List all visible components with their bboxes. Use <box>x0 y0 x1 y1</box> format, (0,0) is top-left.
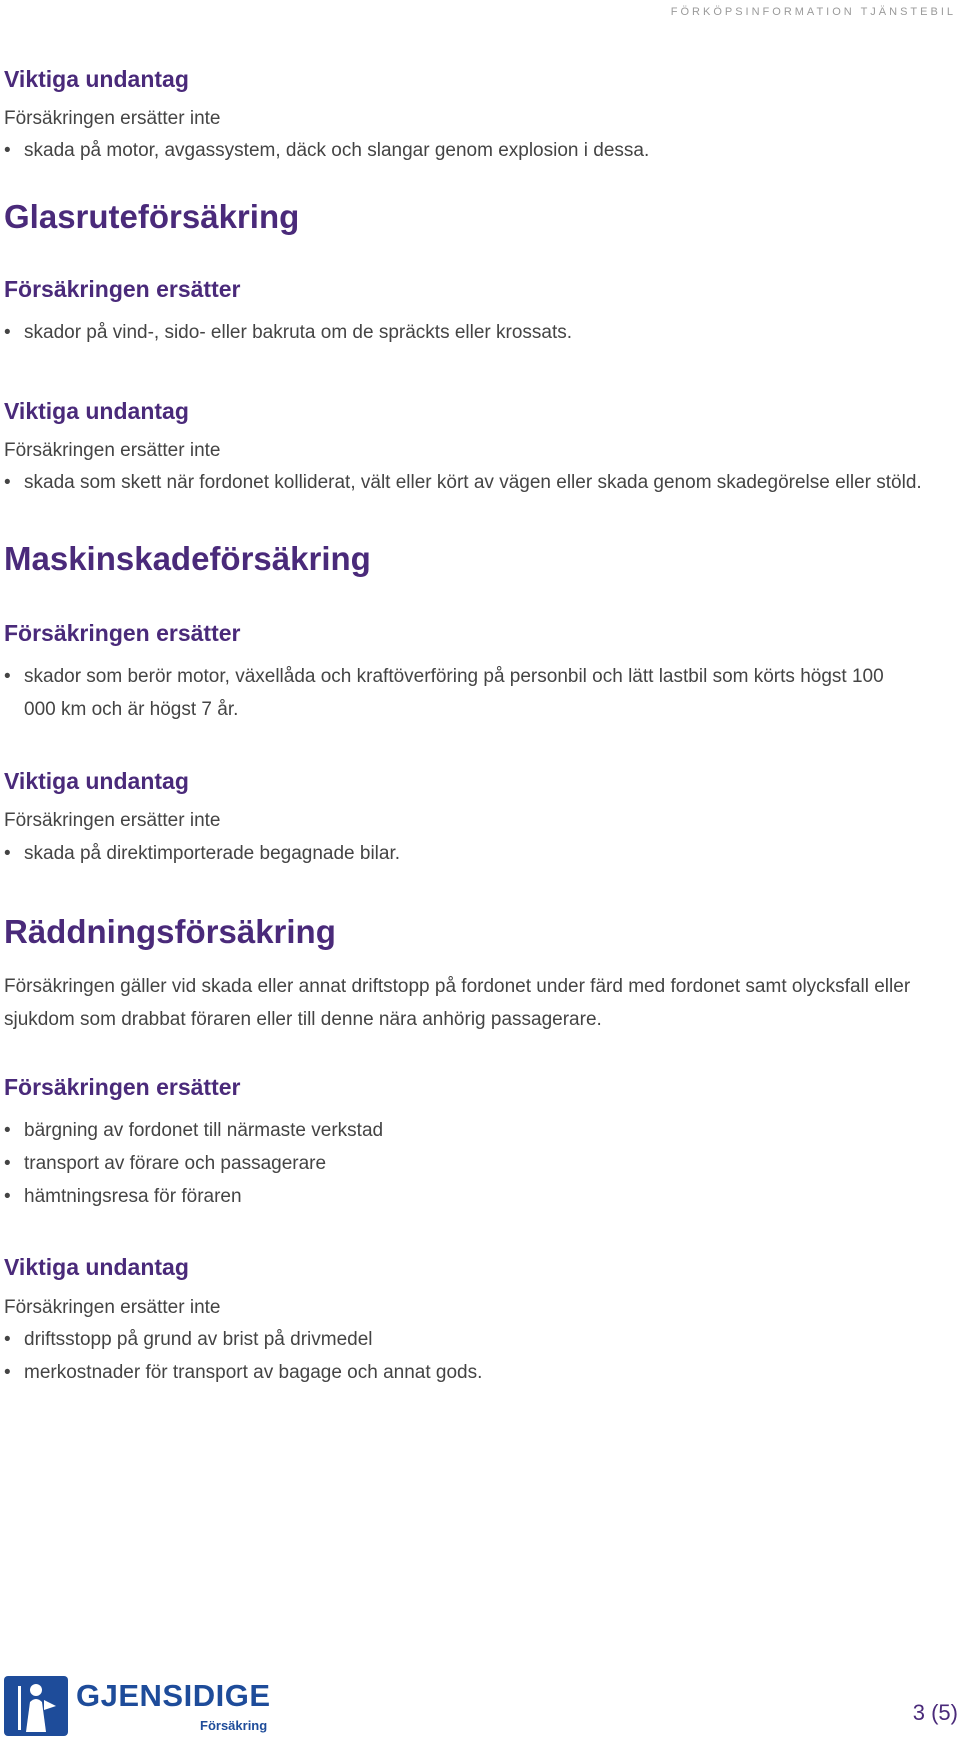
document-header-label: FÖRKÖPSINFORMATION TJÄNSTEBIL <box>670 6 956 18</box>
company-logo <box>4 1676 271 1736</box>
list-item: • transport av förare och passagerare <box>4 1147 944 1180</box>
covers-heading: Försäkringen ersätter <box>4 1074 241 1100</box>
section-title-maskinskade: Maskinskadeförsäkring <box>4 540 371 577</box>
list-item: • hämtningsresa för föraren <box>4 1180 944 1213</box>
logo-subtitle: Försäkring <box>200 1718 268 1733</box>
exceptions-lead: Försäkringen ersätter inte <box>4 810 221 831</box>
list-item: • skada på direktimporterade begagnade bilar. <box>4 837 944 870</box>
section-title-glasrute: Glasruteförsäkring <box>4 198 300 235</box>
list-item: • skador på vind-, sido- eller bakruta om de spräckts eller krossats. <box>4 316 944 349</box>
logo-wordmark: GJENSIDIGE <box>76 1678 271 1713</box>
list-item: • merkostnader för transport av bagage och annat gods. <box>4 1356 944 1389</box>
section-title-raddning: Räddningsförsäkring <box>4 913 336 950</box>
exceptions-heading: Viktiga undantag <box>4 398 189 424</box>
list-item: • skada på motor, avgassystem, däck och slangar genom explosion i dessa. <box>4 134 944 167</box>
list-item: • driftsstopp på grund av brist på drivmedel <box>4 1323 944 1356</box>
exceptions-heading: Viktiga undantag <box>4 66 189 92</box>
covers-heading: Försäkringen ersätter <box>4 276 241 302</box>
list-item: • skada som skett när fordonet kolliderat, vält eller kört av vägen eller skada genom skadegörelse eller stöld. <box>4 466 944 499</box>
exceptions-lead: Försäkringen ersätter inte <box>4 108 221 129</box>
exceptions-lead: Försäkringen ersätter inte <box>4 440 221 461</box>
covers-heading: Försäkringen ersätter <box>4 620 241 646</box>
page-number: 3 (5) <box>912 1700 958 1725</box>
exceptions-lead: Försäkringen ersätter inte <box>4 1297 221 1318</box>
list-item: • skador som berör motor, växellåda och kraftöverföring på personbil och lätt lastbil som körts högst 100 000 km och är högst 7 år. <box>4 660 904 726</box>
exceptions-heading: Viktiga undantag <box>4 1254 189 1280</box>
exceptions-heading: Viktiga undantag <box>4 768 189 794</box>
list-item: • bärgning av fordonet till närmaste verkstad <box>4 1114 944 1147</box>
section-intro: Försäkringen gäller vid skada eller annat driftstopp på fordonet under färd med fordonet samt olycksfall eller sjukdom som drabbat föraren eller till denne nära anhörig passagerare. <box>4 976 911 1030</box>
logo-emblem-icon <box>4 1676 68 1736</box>
